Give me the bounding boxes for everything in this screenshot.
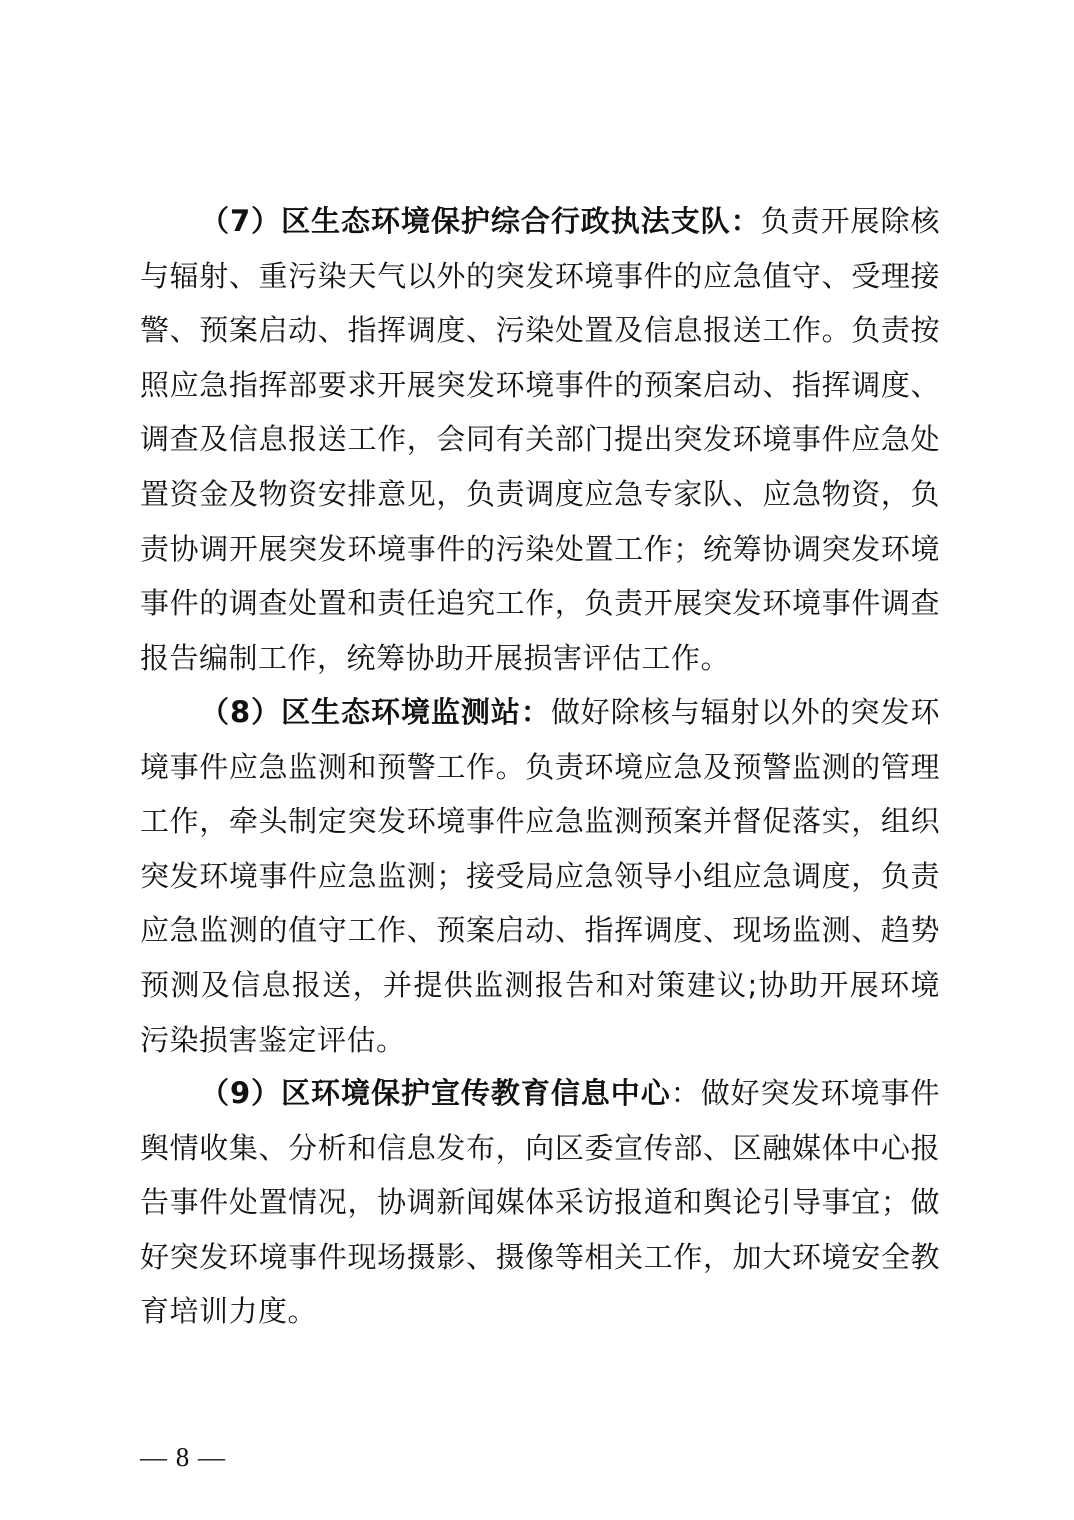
paragraph-8: [140, 685, 940, 1067]
paragraph-8-heading: （8）区生态环境监测站：: [200, 695, 551, 729]
paragraph-9-heading: （9）区环境保护宣传教育信息中心: [200, 1076, 671, 1110]
page-number: — 8 —: [140, 1442, 226, 1472]
paragraph-7-heading: （7）区生态环境保护综合行政执法支队：: [200, 204, 761, 238]
paragraph-9: [140, 1066, 940, 1339]
paragraph-9-body: ：做好突发环境事件舆情收集、分析和信息发布，向区委宣传部、区融媒体中心报告事件处置情况，协调新闻媒体采访报道和舆论引导事宜；做好突发环境事件现场摄影、摄像等相关工作，加大环境安全教育培训力度。: [140, 1076, 940, 1329]
paragraph-7-body: 负责开展除核与辐射、重污染天气以外的突发环境事件的应急值守、受理接警、预案启动、指挥调度、污染处置及信息报送工作。负责按照应急指挥部要求开展突发环境事件的预案启动、指挥调度、调查及信息报送工作，会同有关部门提出突发环境事件应急处置资金及物资安排意见，负责调度应急专家队、应急物资，负责协调开展突发环境事件的污染处置工作；统筹协调突发环境事件的调查处置和责任追究工作，负责开展突发环境事件调查报告编制工作，统筹协助开展损害评估工作。: [140, 204, 940, 675]
paragraph-7: [140, 194, 940, 685]
paragraph-8-body: 做好除核与辐射以外的突发环境事件应急监测和预警工作。负责环境应急及预警监测的管理工作，牵头制定突发环境事件应急监测预案并督促落实，组织突发环境事件应急监测；接受局应急领导小组应急调度，负责应急监测的值守工作、预案启动、指挥调度、现场监测、趋势预测及信息报送，并提供监测报告和对策建议;协助开展环境污染损害鉴定评估。: [140, 695, 940, 1057]
